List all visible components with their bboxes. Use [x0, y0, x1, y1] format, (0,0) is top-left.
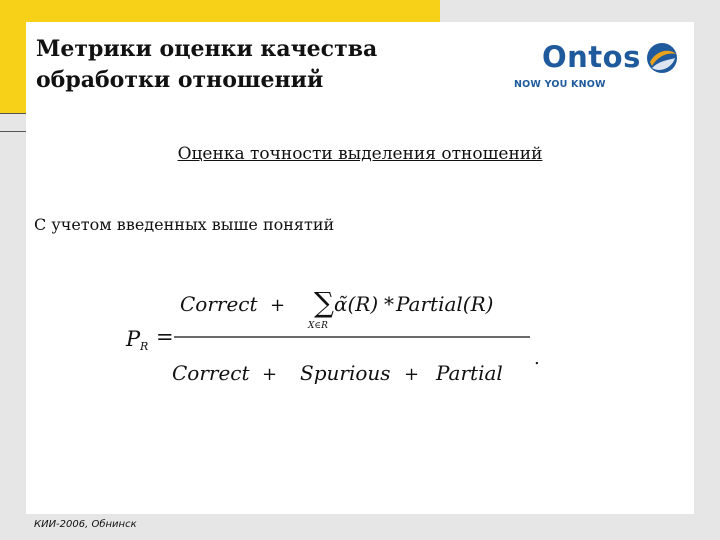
body-text: С учетом введенных выше понятий [34, 215, 335, 234]
divider-line [0, 131, 26, 132]
formula-equals: = [156, 325, 174, 349]
footer-text: КИИ-2006, Обнинск [34, 519, 137, 530]
precision-formula [122, 280, 542, 390]
formula-den-partial: Partial [436, 361, 503, 385]
formula-period: . [534, 348, 540, 369]
formula-lhs-subscript: R [140, 340, 149, 353]
section-heading: Оценка точности выделения отношений [177, 144, 543, 164]
formula-partial-r: Partial(R) [396, 292, 494, 316]
ontos-logo [512, 40, 682, 100]
formula-lhs: P [126, 327, 141, 351]
formula-den-spurious: Spurious [300, 361, 391, 385]
formula-sum-symbol: ∑ [314, 286, 334, 319]
formula-alpha-term: α̃(R) [334, 292, 379, 316]
yellow-accent-bar [0, 0, 440, 22]
slide-title-line-2: обработки отношений [36, 67, 324, 93]
formula-num-plus: + [270, 295, 286, 316]
yellow-side-accent [0, 0, 26, 114]
formula-den-correct: Correct [172, 361, 250, 385]
formula-num-correct: Correct [180, 292, 258, 316]
formula-times: * [384, 292, 394, 316]
slide-canvas [26, 22, 694, 530]
formula-graphic [122, 280, 542, 390]
slide-title [36, 34, 466, 96]
formula-sum-index: X∈R [308, 321, 328, 331]
slide-title-line-1: Метрики оценки качества [36, 36, 378, 62]
formula-den-plus-2: + [404, 364, 420, 385]
ontos-swirl-icon [646, 42, 678, 74]
formula-den-plus-1: + [262, 364, 278, 385]
logo-tagline: NOW YOU KNOW [514, 79, 606, 90]
logo-wordmark: Ontos [542, 40, 641, 74]
